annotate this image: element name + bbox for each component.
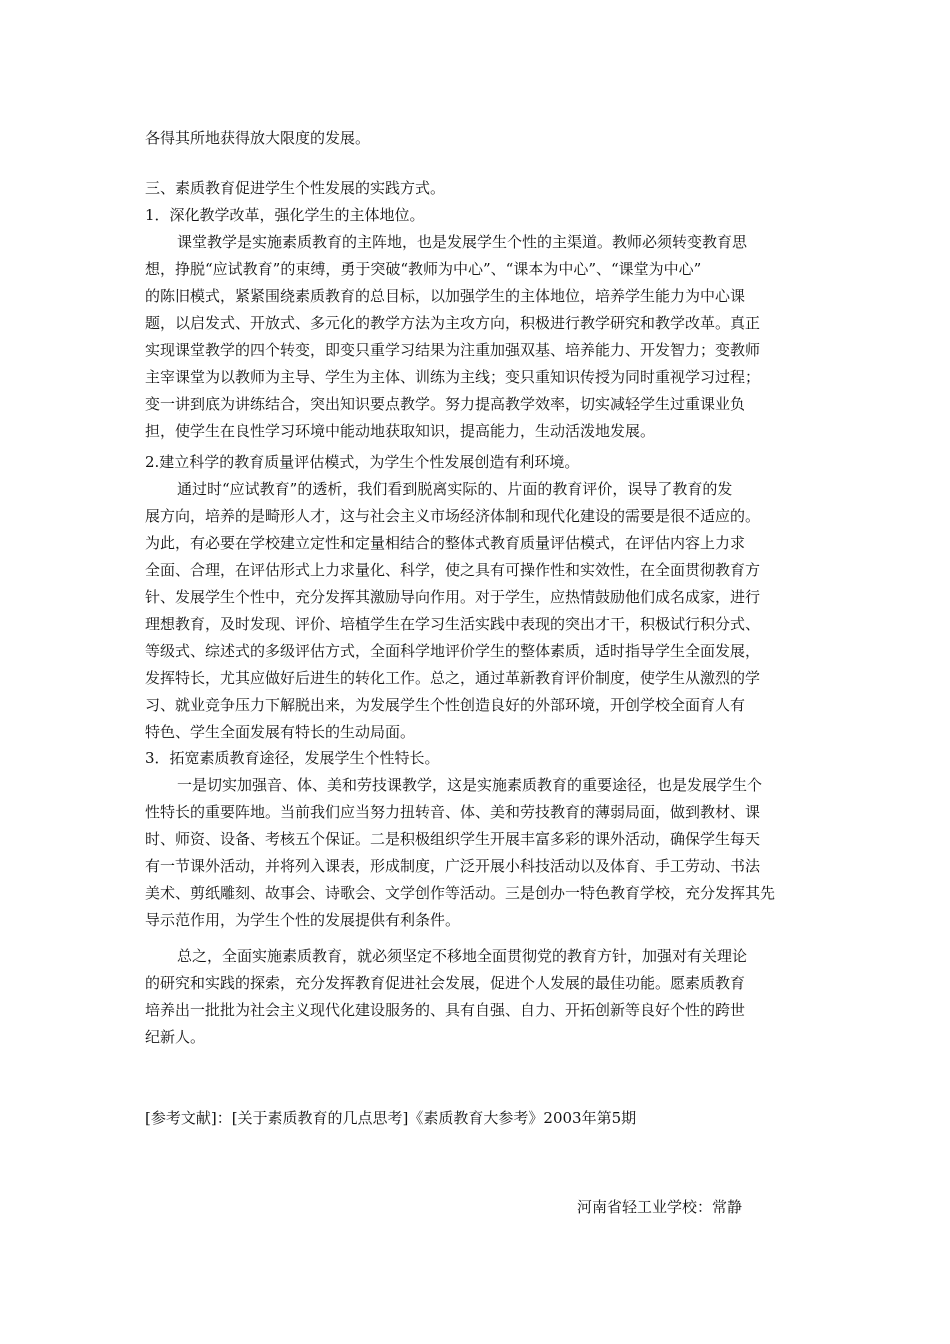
paragraph-line: 各得其所地获得放大限度的发展。 xyxy=(145,129,371,147)
continuation-paragraph xyxy=(145,125,813,152)
paragraph-line: 导示范作用，为学生个性的发展提供有利条件。 xyxy=(145,911,461,929)
paragraph-line: 想，挣脱“应试教育”的束缚，勇于突破“教师为中心”、“课本为中心”、“课堂为中心” xyxy=(145,260,702,278)
paragraph-line: 针、发展学生个性中，充分发挥其激励导向作用。对于学生，应热情鼓励他们成名成家，进行 xyxy=(145,588,761,606)
paragraph-line: 纪新人。 xyxy=(145,1028,206,1046)
paragraph-line: 全面、合理，在评估形式上力求量化、科学，使之具有可操作性和实效性，在全面贯彻教育方 xyxy=(145,561,761,579)
paragraph-line: 一是切实加强音、体、美和劳技课教学，这是实施素质教育的重要途径，也是发展学生个 xyxy=(177,776,763,794)
paragraph-line: 担，使学生在良性学习环境中能动地获取知识，提高能力，生动活泼地发展。 xyxy=(145,422,656,440)
paragraph-line: 时、师资、设备、考核五个保证。二是积极组织学生开展丰富多彩的课外活动，确保学生每天 xyxy=(145,830,761,848)
paragraph-line: 为此，有必要在学校建立定性和定量相结合的整体式教育质量评估模式，在评估内容上力求 xyxy=(145,534,746,552)
reference-note: [参考文献]：[关于素质教育的几点思考]《素质教育大参考》2003年第5期 xyxy=(145,1109,637,1127)
item-2-heading: 2.建立科学的教育质量评估模式，为学生个性发展创造有利环境。 xyxy=(145,453,580,471)
paragraph-line: 有一节课外活动，并将列入课表，形成制度，广泛开展小科技活动以及体育、手工劳动、书法 xyxy=(145,857,761,875)
paragraph-line: 总之，全面实施素质教育，就必须坚定不移地全面贯彻党的教育方针，加强对有关理论 xyxy=(177,947,748,965)
paragraph-line: 题，以启发式、开放式、多元化的教学方法为主攻方向，积极进行教学研究和教学改革。真正 xyxy=(145,314,761,332)
author-signature: 河南省轻工业学校：常静 xyxy=(577,1198,743,1216)
paragraph-line: 理想教育，及时发现、评价、培植学生在学习生活实践中表现的突出才干，积极试行积分式、 xyxy=(145,615,761,633)
item-2-block xyxy=(145,449,813,746)
paragraph-line: 发挥特长，尤其应做好后进生的转化工作。总之，通过革新教育评价制度，使学生从激烈的学 xyxy=(145,669,761,687)
item-3-heading: 3．拓宽素质教育途径，发展学生个性特长。 xyxy=(145,749,440,767)
paragraph-line: 实现课堂教学的四个转变，即变只重学习结果为注重加强双基、培养能力、开发智力；变教师 xyxy=(145,341,761,359)
paragraph-line: 通过时“应试教育”的透析，我们看到脱离实际的、片面的教育评价，误导了教育的发 xyxy=(177,480,733,498)
item-1-heading: 1．深化教学改革，强化学生的主体地位。 xyxy=(145,206,425,224)
paragraph-line: 等级式、综述式的多级评估方式，全面科学地评价学生的整体素质，适时指导学生全面发展， xyxy=(145,642,761,660)
paragraph-line: 课堂教学是实施素质教育的主阵地，也是发展学生个性的主渠道。教师必须转变教育思 xyxy=(177,233,748,251)
section-heading: 三、素质教育促进学生个性发展的实践方式。 xyxy=(145,179,446,197)
conclusion-paragraph xyxy=(145,943,813,1051)
item-3-block xyxy=(145,745,813,934)
paragraph-line: 习、就业竞争压力下解脱出来，为发展学生个性创造良好的外部环境，开创学校全面育人有 xyxy=(145,696,746,714)
paragraph-line: 变一讲到底为讲练结合，突出知识要点教学。努力提高教学效率，切实减轻学生过重课业负 xyxy=(145,395,746,413)
paragraph-line: 特色、学生全面发展有特长的生动局面。 xyxy=(145,723,416,741)
paragraph-line: 的陈旧模式，紧紧围绕素质教育的总目标，以加强学生的主体地位，培养学生能力为中心课 xyxy=(145,287,746,305)
section-3-block xyxy=(145,175,813,445)
paragraph-line: 的研究和实践的探索，充分发挥教育促进社会发展，促进个人发展的最佳功能。愿素质教育 xyxy=(145,974,746,992)
paragraph-line: 美术、剪纸雕刻、故事会、诗歌会、文学创作等活动。三是创办一特色教育学校，充分发挥其先 xyxy=(145,884,776,902)
paragraph-line: 主宰课堂为以教师为主导、学生为主体、训练为主线；变只重知识传授为同时重视学习过程； xyxy=(145,368,761,386)
paragraph-line: 性特长的重要阵地。当前我们应当努力扭转音、体、美和劳技教育的薄弱局面，做到教材、课 xyxy=(145,803,761,821)
paragraph-line: 培养出一批批为社会主义现代化建设服务的、具有自强、自力、开拓创新等良好个性的跨世 xyxy=(145,1001,746,1019)
paragraph-line: 展方向，培养的是畸形人才，这与社会主义市场经济体制和现代化建设的需要是很不适应的。 xyxy=(145,507,761,525)
